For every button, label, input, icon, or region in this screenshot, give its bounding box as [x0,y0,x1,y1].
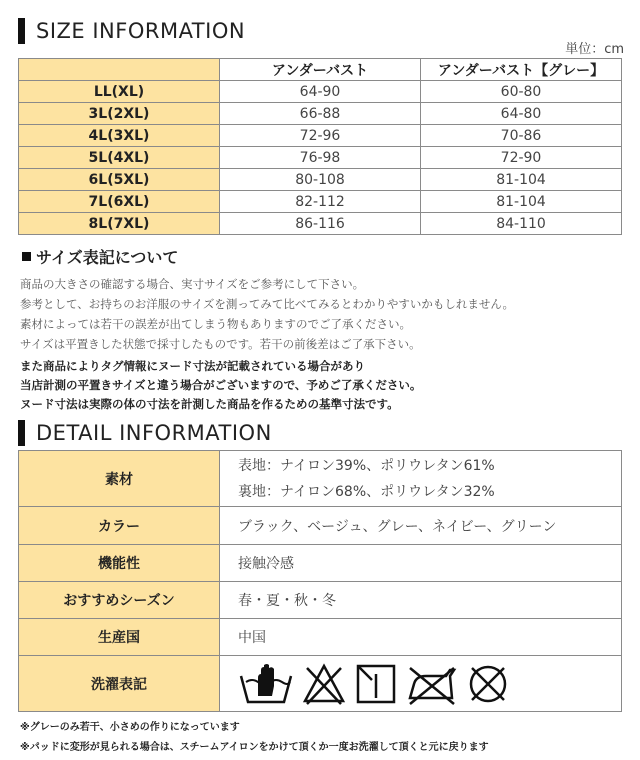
care-icons [238,662,621,706]
table-row [19,451,622,507]
under-bust-cell: 64-90 [220,81,421,103]
footnote-pad-care: ※パッドに変形が見られる場合は、スチームアイロンをかけて頂くか一度お洗濯して頂くと元に戻ります [20,742,489,753]
header-bar [18,18,25,44]
material-outer: 表地：ナイロン39%、ポリウレタン61% [238,457,495,474]
table-row [19,656,622,712]
function-label: 機能性 [19,545,220,582]
material-lining: 裏地：ナイロン68%、ポリウレタン32% [238,483,495,500]
size-table-header-row [19,59,622,81]
under-bust-header: アンダーバスト [220,59,421,81]
hand-wash-icon [238,662,294,706]
under-bust-gray-cell: 60-80 [421,81,622,103]
header-bar [18,420,25,446]
no-dry-clean-icon [466,662,510,706]
color-label: カラー [19,507,220,545]
nude-size-notes [20,357,620,414]
note-line-bold: ヌード寸法は実際の体の寸法を計測した商品を作るための基準寸法です。 [20,397,399,411]
origin-value: 中国 [220,619,622,656]
detail-table [18,450,622,712]
under-bust-gray-cell: 84-110 [421,213,622,235]
function-value: 接触冷感 [220,545,622,582]
size-table [18,58,622,235]
note-line: 素材によっては若干の誤差が出てしまう物もありますのでご了承ください。 [20,317,411,331]
table-row [19,507,622,545]
care-label: 洗濯表記 [19,656,220,712]
under-bust-gray-header: アンダーバスト【グレー】 [421,59,622,81]
drip-dry-shade-icon [354,662,398,706]
care-value [220,656,622,712]
table-row [19,213,622,235]
size-cell: 5L(4XL) [19,147,220,169]
color-value: ブラック、ベージュ、グレー、ネイビー、グリーン [220,507,622,545]
under-bust-cell: 80-108 [220,169,421,191]
table-row [19,169,622,191]
no-bleach-icon [302,662,346,706]
material-value [220,451,622,507]
size-cell: LL(XL) [19,81,220,103]
size-notes-heading [22,245,178,268]
under-bust-cell: 86-116 [220,213,421,235]
under-bust-gray-cell: 70-86 [421,125,622,147]
size-notes [20,274,620,354]
table-row [19,582,622,619]
material-label: 素材 [19,451,220,507]
under-bust-cell: 66-88 [220,103,421,125]
note-line-bold: 当店計測の平置きサイズと違う場合がございますので、予めご了承ください。 [20,378,422,392]
size-cell: 8L(7XL) [19,213,220,235]
season-label: おすすめシーズン [19,582,220,619]
table-row [19,81,622,103]
detail-information-title: DETAIL INFORMATION [36,421,272,445]
table-row [19,125,622,147]
note-line: 商品の大きさの確認する場合、実寸サイズをご参考にして下さい。 [20,277,365,291]
under-bust-gray-cell: 81-104 [421,169,622,191]
note-line: サイズは平置きした状態で採寸したものです。若干の前後差はご了承下さい。 [20,337,421,351]
table-row [19,545,622,582]
under-bust-cell: 72-96 [220,125,421,147]
detail-information-header [18,418,272,448]
under-bust-gray-cell: 81-104 [421,191,622,213]
under-bust-cell: 82-112 [220,191,421,213]
under-bust-gray-cell: 64-80 [421,103,622,125]
season-value: 春・夏・秋・冬 [220,582,622,619]
origin-label: 生産国 [19,619,220,656]
note-line-bold: また商品によりタグ情報にヌード寸法が記載されている場合があり [20,359,365,373]
table-row [19,191,622,213]
size-information-title: SIZE INFORMATION [36,19,246,43]
unit-label: 単位：cm [565,42,624,57]
note-line: 参考として、お持ちのお洋服のサイズを測ってみて比べてみるとわかりやすいかもしれません。 [20,297,515,311]
footnote-gray-size: ※グレーのみ若干、小さめの作りになっています [20,722,240,733]
size-notes-title: サイズ表記について [36,248,179,267]
table-row [19,103,622,125]
no-iron-icon [406,662,458,706]
under-bust-gray-cell: 72-90 [421,147,622,169]
table-row [19,147,622,169]
square-bullet-icon [22,252,31,261]
size-cell: 6L(5XL) [19,169,220,191]
size-cell: 3L(2XL) [19,103,220,125]
size-cell: 7L(6XL) [19,191,220,213]
size-information-header [18,16,245,46]
table-row [19,619,622,656]
size-header-blank [19,59,220,81]
size-cell: 4L(3XL) [19,125,220,147]
under-bust-cell: 76-98 [220,147,421,169]
